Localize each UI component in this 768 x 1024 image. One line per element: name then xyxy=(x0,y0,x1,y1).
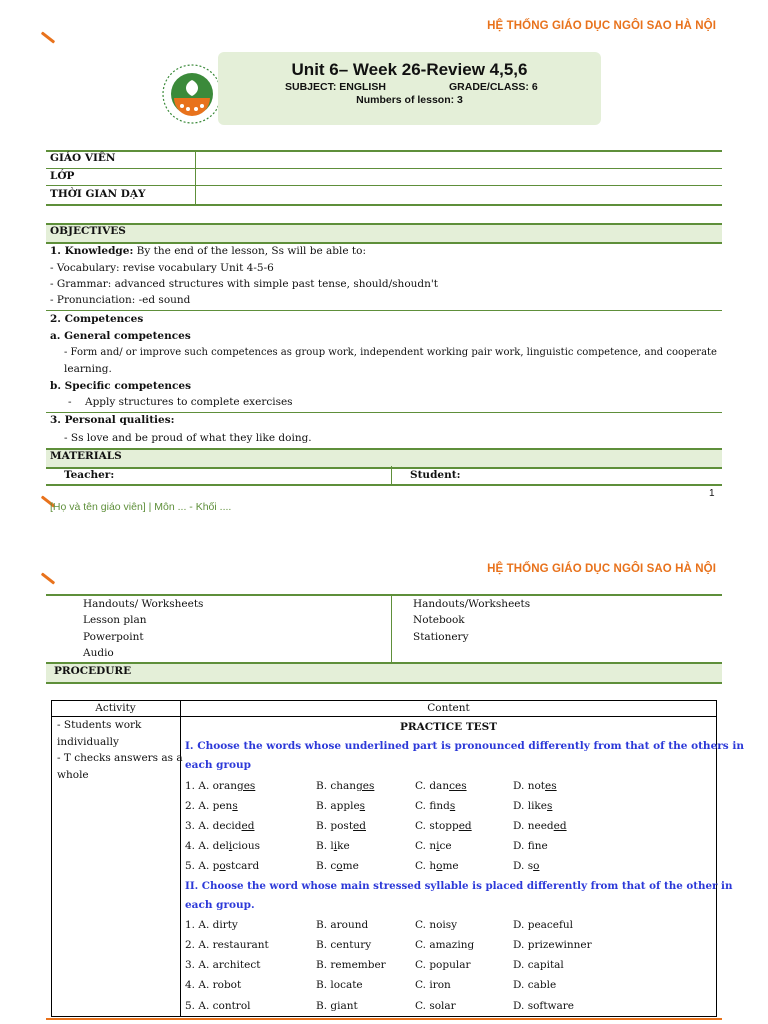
divider xyxy=(46,150,722,152)
grade-label: GRADE/CLASS: 6 xyxy=(449,81,538,93)
knowledge-text: By the end of the lesson, Ss will be able to: xyxy=(133,245,366,257)
activity-column-header: Activity xyxy=(95,702,136,714)
school-logo xyxy=(160,62,224,126)
competences-heading: 2. Competences xyxy=(50,313,144,325)
stress-option: B. around xyxy=(316,919,369,931)
subject-label: SUBJECT: ENGLISH xyxy=(285,81,386,93)
page-number: 1 xyxy=(709,488,715,499)
org-name: HỆ THỐNG GIÁO DỤC NGÔI SAO HÀ NỘI xyxy=(487,20,716,32)
q1-option: B. changes xyxy=(316,780,375,792)
q2-option: C. finds xyxy=(415,800,456,812)
objectives-banner xyxy=(46,223,722,244)
knowledge-line xyxy=(50,245,366,257)
stress-option: D. peaceful xyxy=(513,919,574,931)
stress-option: C. solar xyxy=(415,1000,456,1012)
stress-option: C. popular xyxy=(415,959,471,971)
knowledge-label: 1. Knowledge: xyxy=(50,245,134,257)
q4-option: C. nice xyxy=(415,840,452,852)
stress-option: 4. A. robot xyxy=(185,979,242,991)
general-competences-text-2: learning. xyxy=(64,363,112,375)
student-material-item: Handouts/Worksheets xyxy=(413,598,531,610)
stress-option: D. cable xyxy=(513,979,557,991)
divider xyxy=(46,204,722,206)
teaching-time-label: THỜI GIAN DẠY xyxy=(50,188,146,200)
materials-banner xyxy=(46,448,722,469)
q5-option: D. so xyxy=(513,860,540,872)
student-material-item: Stationery xyxy=(413,631,469,643)
stress-option: B. century xyxy=(316,939,372,951)
q3-option: D. needed xyxy=(513,820,567,832)
q5-option: C. home xyxy=(415,860,459,872)
section-one-heading-2: each group xyxy=(185,759,252,771)
divider xyxy=(46,185,722,186)
teacher-material-item: Powerpoint xyxy=(83,631,144,643)
section-two-heading-2: each group. xyxy=(185,899,255,911)
student-material-item: Notebook xyxy=(413,614,465,626)
q2-option: B. apples xyxy=(316,800,366,812)
activity-line: individually xyxy=(57,736,119,748)
q1-option: 1. A. oranges xyxy=(185,780,256,792)
orange-mark-icon xyxy=(41,31,55,43)
divider xyxy=(46,168,722,169)
general-competences-text: - Form and/ or improve such competences as group work, independent working pair work, linguistic competence, and cooperate xyxy=(64,347,717,358)
q1-option: C. dances xyxy=(415,780,467,792)
footer-text: [Họ và tên giáo viên] | Môn ... - Khối .... xyxy=(50,501,232,513)
stress-option: 2. A. restaurant xyxy=(185,939,269,951)
pronunciation-line: - Pronunciation: -ed sound xyxy=(50,294,191,306)
divider xyxy=(391,594,392,662)
materials-heading: MATERIALS xyxy=(50,450,122,462)
activity-line: - Students work xyxy=(57,719,142,731)
q4-option: B. like xyxy=(316,840,350,852)
section-one-heading: I. Choose the words whose underlined part is pronounced differently from that of the others in xyxy=(185,740,744,752)
class-label: LỚP xyxy=(50,170,75,182)
divider xyxy=(195,150,196,205)
stress-option: C. iron xyxy=(415,979,451,991)
grammar-line: - Grammar: advanced structures with simple past tense, should/shoudn't xyxy=(50,278,438,290)
orange-mark-icon xyxy=(41,572,55,584)
table-column-divider xyxy=(180,700,181,1017)
section-two-heading: II. Choose the word whose main stressed syllable is placed differently from that of the other in xyxy=(185,880,733,892)
table-header-divider xyxy=(51,716,717,717)
general-competences-heading: a. General competences xyxy=(50,330,191,342)
procedure-heading: PROCEDURE xyxy=(54,665,132,677)
activity-line: - T checks answers as a xyxy=(57,752,183,764)
practice-test-heading: PRACTICE TEST xyxy=(399,721,498,733)
stress-option: D. capital xyxy=(513,959,564,971)
divider xyxy=(46,412,722,413)
lesson-title: Unit 6– Week 26-Review 4,5,6 xyxy=(291,60,528,79)
teacher-material-item: Audio xyxy=(83,647,114,659)
q3-option: C. stopped xyxy=(415,820,472,832)
personal-qualities-text: - Ss love and be proud of what they like doing. xyxy=(64,432,312,444)
teacher-materials-label: Teacher: xyxy=(64,469,115,481)
personal-qualities-heading: 3. Personal qualities: xyxy=(50,414,175,426)
stress-option: 5. A. control xyxy=(185,1000,251,1012)
specific-competences-text: Apply structures to complete exercises xyxy=(85,396,293,408)
specific-competences-heading: b. Specific competences xyxy=(50,380,192,392)
content-column-header: Content xyxy=(427,702,470,714)
stress-option: B. giant xyxy=(316,1000,358,1012)
q2-option: D. likes xyxy=(513,800,553,812)
teacher-name-label: GIÁO VIÊN xyxy=(50,152,116,164)
q2-option: 2. A. pens xyxy=(185,800,238,812)
divider xyxy=(46,594,722,596)
q5-option: 5. A. postcard xyxy=(185,860,260,872)
teacher-material-item: Lesson plan xyxy=(83,614,147,626)
q4-option: D. fne xyxy=(513,840,548,852)
student-materials-label: Student: xyxy=(410,469,461,481)
procedure-banner xyxy=(46,662,722,684)
q4-option: 4. A. delicious xyxy=(185,840,260,852)
divider xyxy=(391,466,392,485)
stress-option: 1. A. dirty xyxy=(185,919,238,931)
q3-option: B. posted xyxy=(316,820,366,832)
stress-option: 3. A. architect xyxy=(185,959,261,971)
objectives-heading: OBJECTIVES xyxy=(50,225,126,237)
stress-option: D. software xyxy=(513,1000,575,1012)
q1-option: D. notes xyxy=(513,780,557,792)
teacher-material-item: Handouts/ Worksheets xyxy=(83,598,204,610)
vocabulary-line: - Vocabulary: revise vocabulary Unit 4-5-6 xyxy=(50,262,274,274)
q5-option: B. come xyxy=(316,860,359,872)
activity-line: whole xyxy=(57,769,89,781)
q3-option: 3. A. decided xyxy=(185,820,255,832)
stress-option: B. remember xyxy=(316,959,386,971)
specific-dash: - xyxy=(68,396,72,408)
org-name: HỆ THỐNG GIÁO DỤC NGÔI SAO HÀ NỘI xyxy=(487,563,716,575)
orange-bottom-line xyxy=(46,1018,722,1020)
stress-option: B. locate xyxy=(316,979,363,991)
stress-option: D. prizewinner xyxy=(513,939,592,951)
divider xyxy=(46,484,722,486)
divider xyxy=(46,310,722,311)
stress-option: C. amazing xyxy=(415,939,475,951)
stress-option: C. noisy xyxy=(415,919,458,931)
lessons-count: Numbers of lesson: 3 xyxy=(356,94,463,106)
